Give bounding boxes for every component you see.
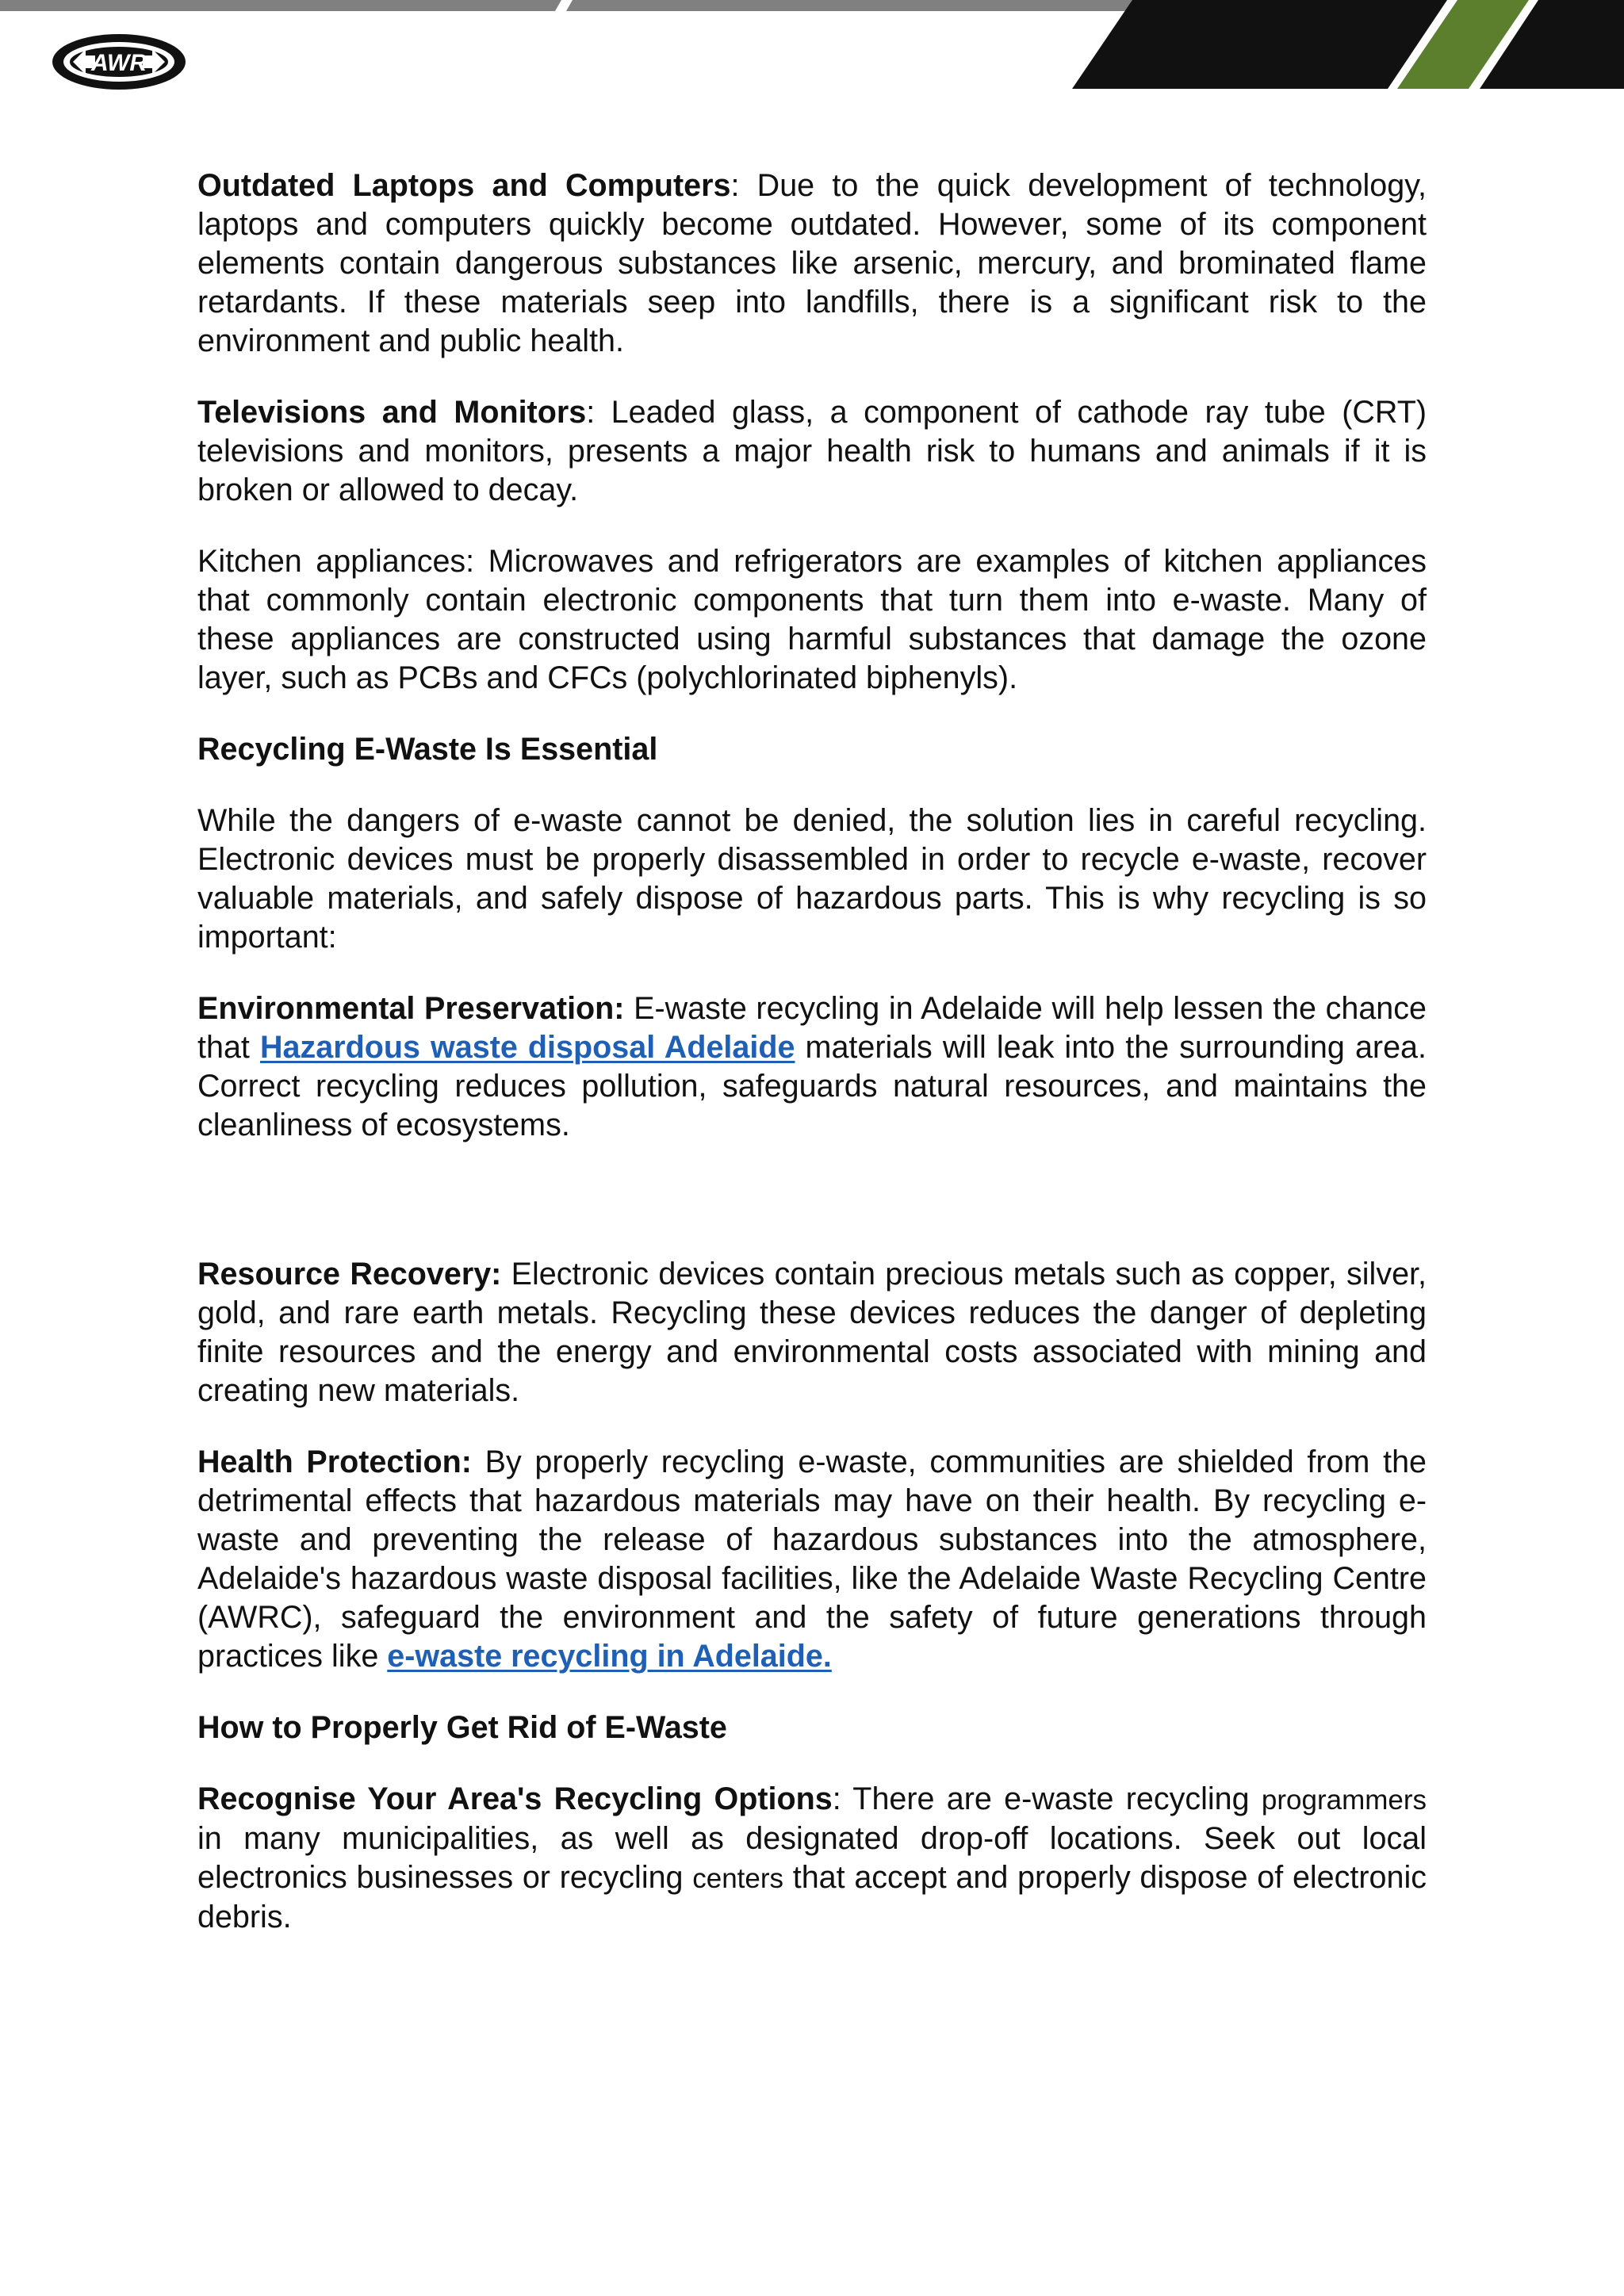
term-environment: Environmental Preservation: xyxy=(197,991,625,1026)
text-laptops: : Due to the quick development of technology, laptops and computers quickly become outdated. However, some of its component elements contain dangerous substances like arsenic, mercury, and brominated flame retardants. If these materials seep into landfills, there is a significant risk to the environment and public health. xyxy=(197,168,1427,358)
text-environment-after: materials will leak into the surrounding area. Correct recycling reduces pollution, safeguards natural resources, and maintains the cleanliness of ecosystems. xyxy=(197,1030,1427,1142)
text-recognise-1: : There are e-waste recycling xyxy=(832,1781,1262,1816)
term-resource: Resource Recovery: xyxy=(197,1257,502,1292)
logo-text: AWR xyxy=(91,50,147,76)
heading-recycling-essential: Recycling E-Waste Is Essential xyxy=(197,732,658,767)
gray-header-bar-right xyxy=(566,0,1132,11)
text-televisions: : Leaded glass, a component of cathode ray tube (CRT) televisions and monitors, presents a major health risk to humans and animals if it is broken or allowed to decay. xyxy=(197,395,1427,507)
text-recognise-small-2: centers xyxy=(692,1863,784,1894)
link-ewaste-recycling[interactable]: e-waste recycling in Adelaide. xyxy=(387,1639,832,1674)
paragraph-laptops xyxy=(197,166,1427,361)
text-kitchen: Kitchen appliances: Microwaves and refrigerators are examples of kitchen appliances that commonly contain electronic components that turn them into e-waste. Many of these appliances are constructed using harmful substances that damage the ozone layer, such as PCBs and CFCs (polychlorinated biphenyls). xyxy=(197,544,1427,695)
paragraph-kitchen xyxy=(197,542,1427,698)
term-laptops: Outdated Laptops and Computers xyxy=(197,168,731,203)
term-health: Health Protection: xyxy=(197,1445,472,1479)
paragraph-recognise xyxy=(197,1780,1427,1937)
text-recognise-3: that accept and properly dispose of electronic debris. xyxy=(197,1860,1427,1934)
text-recycling-intro: While the dangers of e-waste cannot be denied, the solution lies in careful recycling. Electronic devices must be properly disassembled in order to recycle e-waste, recover valuable materials, and safely dispose of hazardous parts. This is why recycling is so important: xyxy=(197,803,1427,955)
awr-logo xyxy=(49,32,189,92)
text-resource: Electronic devices contain precious metals such as copper, silver, gold, and rare earth metals. Recycling these devices reduces the danger of depleting finite resources and the energy and environmental costs associated with mining and creating new materials. xyxy=(197,1257,1427,1408)
paragraph-resource xyxy=(197,1255,1427,1410)
text-recognise-small-1: programmers xyxy=(1261,1785,1427,1816)
paragraph-televisions xyxy=(197,393,1427,510)
text-recognise-2: in many municipalities, as well as designated drop-off locations. Seek out local electronics businesses or recycling xyxy=(197,1821,1427,1895)
header-graphics xyxy=(0,0,1624,95)
gray-header-bar-left xyxy=(0,0,561,11)
link-hazardous-waste-disposal[interactable]: Hazardous waste disposal Adelaide xyxy=(260,1030,795,1065)
paragraph-recycling-intro xyxy=(197,802,1427,957)
paragraph-environment xyxy=(197,989,1427,1145)
term-recognise: Recognise Your Area's Recycling Options xyxy=(197,1781,833,1816)
heading-howto: How to Properly Get Rid of E-Waste xyxy=(197,1710,727,1745)
document-body xyxy=(197,166,1427,1969)
blank-gap xyxy=(197,1177,1427,1255)
paragraph-health xyxy=(197,1443,1427,1676)
black-header-stripe xyxy=(1072,0,1447,89)
term-televisions: Televisions and Monitors xyxy=(197,395,587,430)
text-environment-before: E-waste recycling in Adelaide will help lessen the chance that xyxy=(197,991,1427,1065)
text-health: By properly recycling e-waste, communities are shielded from the detrimental effects that hazardous materials may have on their health. By recycling e-waste and preventing the release of hazardous substances into the atmosphere, Adelaide's hazardous waste disposal facilities, like the Adelaide Waste Recycling Centre (AWRC), safeguard the environment and the safety of future generations through practices like xyxy=(197,1445,1427,1674)
